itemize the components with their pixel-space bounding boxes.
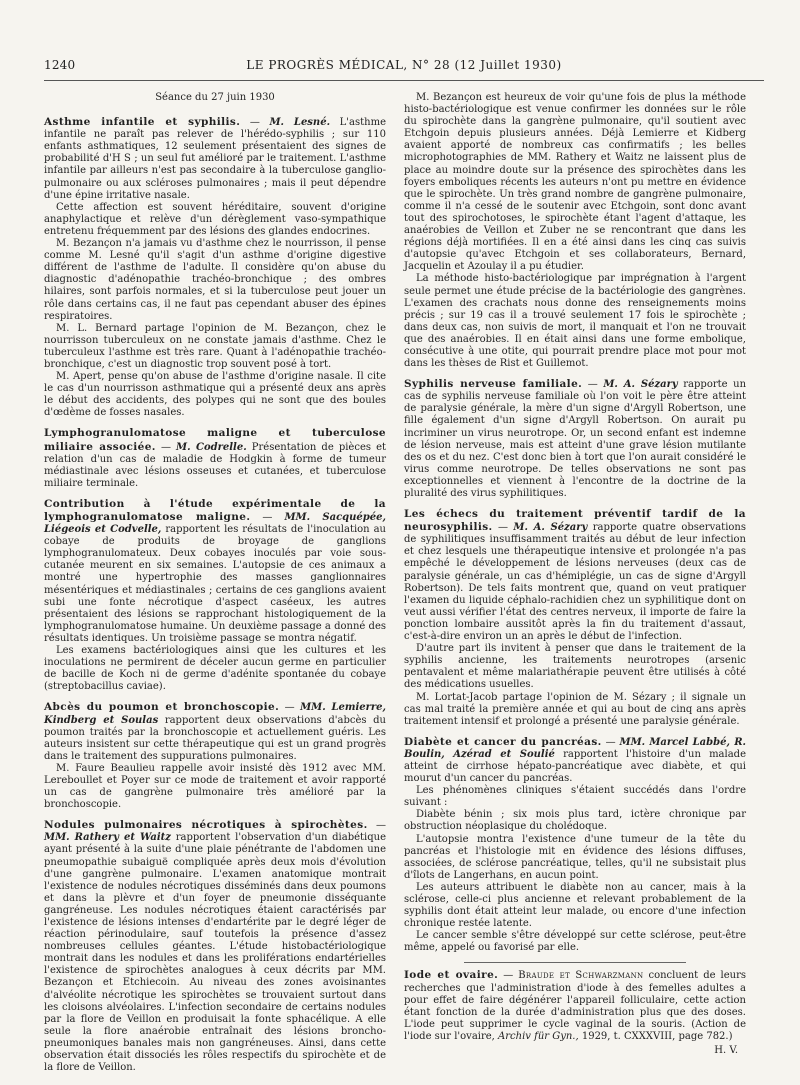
article-lead: Lymphogranulomatose maligne et tuberculose miliaire associée. — M. Codrelle. Présentation de pièces et relation d'un cas de maladie de Hodgkin à forme de tumeur médiastinale avec lésions osseuses et cutanées, et tuberculose miliaire terminale. xyxy=(44,427,387,489)
right-column xyxy=(404,92,746,1060)
article-body: rapporte quatre observations de syphilitiques insuffisamment traités au début de leur infection et chez lesquels une thérapeutique intensive et prolongée n'a pas empêché le développement de lésions nerveuses (deux cas de paralysie générale, un cas d'hémiplégie, un cas de signe d'Argyll Robertson). De tels faits montrent que, quand on veut pratiquer l'examen du liquide céphalo-rachidien chez un syphilitique dont on veut aussi vérifier l'état des centres nerveux, il importe de faire la ponction lombaire aussitôt après la fin du traitement d'assaut, c'est-à-dire environ un an après le début de l'infection. xyxy=(404,522,746,643)
review-source: Archiv für Gyn., xyxy=(498,1030,579,1042)
article xyxy=(404,508,746,728)
article-paragraph: M. L. Bernard partage l'opinion de M. Bezançon, chez le nourrisson tuberculeux on ne constate jamais d'asthme. Chez le tuberculeux l'asthme est très rare. Quant à l'adénopathie trachéo-bronchique, c'est un diagnostic trop souvent posé à tort. xyxy=(44,322,386,370)
article-body: rapportent les résultats de l'inoculation au cobaye de produits de broyage de ganglions lymphogranulomateux. Deux cobayes inoculés par voie sous-cutanée meurent en six semaines. L'autopsie de ces animaux a montré une hypertrophie des masses ganglionnaires mésentériques et médiastinales ; certains de ces ganglions avaient subi une fonte nécrotique d'aspect caséeux, les autres présentaient des lésions se rapprochant histologiquement de la lymphogranulomatose humaine. Un deuxième passage a donné des résultats identiques. Un troisième passage se montra négatif. xyxy=(44,524,386,644)
article-lead: Diabète et cancer du pancréas. — MM. Marcel Labbé, R. Boulin, Azérad et Soulié rapportent l'histoire d'un malade atteint de cirrhose hépato-pancréatique avec diabète, et qui mourut d'un cancer du pancréas. xyxy=(404,735,746,785)
article-title: Abcès du poumon et bronchoscopie. xyxy=(44,701,280,714)
article xyxy=(404,92,746,370)
article-author: MM. Marcel Labbé, R. Boulin, Azérad et Soulié xyxy=(404,736,746,760)
article-paragraph: Cette affection est souvent héréditaire, souvent d'origine anaphylactique et relève d'un dérèglement vaso-sympathique entretenu fréquemment par des lésions des glandes endocrines. xyxy=(44,201,386,237)
review-title: Iode et ovaire. xyxy=(404,969,499,982)
page-number: 1240 xyxy=(44,58,76,72)
article-lead: Abcès du poumon et bronchoscopie. — MM. Lemierre, Kindberg et Soulas rapportent deux observations d'abcès du poumon traités par la bronchoscopie et actuellement guéris. Les auteurs insistent sur cette thérapeutique qui est un grand progrès dans le traitement des suppurations pulmonaires. xyxy=(44,701,386,762)
article-author: M. A. Sézary xyxy=(513,522,588,534)
running-title: LE PROGRÈS MÉDICAL, N° 28 (12 Juillet 1930) xyxy=(246,58,562,72)
article-paragraph: M. Bezançon est heureux de voir qu'une fois de plus la méthode histo-bactériologique est venue confirmer les données sur le rôle du spirochète dans la gangrène pulmonaire, qu'il soutient avec Etchgoin depuis plusieurs années. Déjà Lemierre et Kidberg avaient apporté de nombreux cas confirmatifs ; les belles microphotographies de MM. Rathery et Waitz ne laissent plus de place au moindre doute sur la présence des spirochètes dans les foyers emboliques récents les auteurs n'ont pu mettre en évidence que le spirochète. Un très grand nombre de gangrène pulmonaire, comme il n'a cessé de le soutenir avec Etchgoin, sont donc avant tout des spirochotoses, le spirochète étant l'agent d'attaque, les anaérobies de Veillon et Zuber ne se rencontrant que dans les régions déjà mortifiées. Il en a été ainsi dans les cinq cas suivis d'autopsie qu'avec Etchgoin et ses collaborateurs, Bernard, Jacquelin et Azoulay il a pu étudier. xyxy=(404,92,746,273)
article-paragraph: Les examens bactériologiques ainsi que les cultures et les inoculations ne permirent de déceler aucun germe en particulier de bacille de Koch ni de germe d'adénite spontanée du cobaye (streptobacillus caviae). xyxy=(44,645,386,693)
article-paragraph: Les auteurs attribuent le diabète non au cancer, mais à la sclérose, celle-ci plus ancienne et relevant probablement de la syphilis dont était atteint leur malade, ou encore d'une infection chronique restée latente. xyxy=(404,881,746,930)
header-rule xyxy=(44,80,764,81)
article-author: MM. Lemierre, Kindberg et Soulas xyxy=(44,702,386,726)
article-paragraph: Les phénomènes cliniques s'étaient succédés dans l'ordre suivant : xyxy=(404,785,746,809)
article-paragraph: M. Lortat-Jacob partage l'opinion de M. Sézary ; il signale un cas mal traité la première année et qui au bout de cinq ans après traitement intensif et prolongé a présenté une paralysie générale. xyxy=(404,691,746,727)
article-title: Syphilis nerveuse familiale. xyxy=(404,378,583,391)
article xyxy=(44,701,386,811)
article-body: rapportent deux observations d'abcès du poumon traités par la bronchoscopie et actuellement guéris. Les auteurs insistent sur cette thérapeutique qui est un grand progrès dans le traitement des suppurations pulmonaires. xyxy=(44,714,386,762)
article-author: M. Codrelle. xyxy=(176,441,247,453)
review-body: concluent de leurs recherches que l'administration d'iode à des femelles adultes a pour effet de faire dégénérer l'appareil folliculaire, cette action étant fonction de la durée d'administration plus que des doses. L'iode peut supprimer le cycle vaginal de la souris. (Action de l'iode sur l'ovaire, xyxy=(404,970,746,1042)
article-title: Contribution à l'étude expérimentale de la lymphogranulomatose maligne. xyxy=(44,497,386,523)
article-author: MM. Sacquépée, Liégeois et Codvelle, xyxy=(44,512,386,536)
article-author: M. A. Sézary xyxy=(603,379,678,391)
article xyxy=(44,498,386,694)
article-paragraph: D'autre part ils invitent à penser que dans le traitement de la syphilis ancienne, les traitements neurotropes (arsenic pentavalent et même malariathérapie peuvent être utilisés à côté des médications usuelles. xyxy=(404,643,746,691)
review-article xyxy=(404,969,746,1057)
article-paragraph: L'autopsie montra l'existence d'une tumeur de la tête du pancréas et l'histologie mit en évidence des lésions diffuses, associées, de sclérose pancréatique, telles, qu'il ne subsistait plus d'îlots de Langerhans, en aucun point. xyxy=(404,833,746,881)
review-paragraph: Iode et ovaire. — Braude et Schwarzmann concluent de leurs recherches que l'administration d'iode à des femelles adultes a pour effet de faire dégénérer l'appareil folliculaire, cette action étant fonction de la durée d'administration plus que des doses. L'iode peut supprimer le cycle vaginal de la souris. (Action de l'iode sur l'ovaire, Archiv für Gyn., 1929, t. CXXXVIII, page 782.) xyxy=(404,969,746,1042)
review-source-tail: 1929, t. CXXXVIII, page 782.) xyxy=(581,1030,733,1042)
article-body: L'asthme infantile ne paraît pas relever de l'hérédo-syphilis ; sur 110 enfants asthmatiques, 12 seulement présentaient des signes de probabilité d'H S ; un seul fut amélioré par le traitement. L'asthme infantile par ailleurs n'est pas secondaire à la tuberculose ganglio-pulmonaire ou aux scléroses pulmonaires ; mais il peut dépendre d'une épine irritative nasale. xyxy=(44,117,386,201)
article xyxy=(44,819,386,1074)
article-lead: Les échecs du traitement préventif tardif de la neurosyphilis. — M. A. Sézary rapporte quatre observations de syphilitiques insuffisamment traités au début de leur infection et chez lesquels une thérapeutique intensive et prolongée n'a pas empêché le développement de lésions nerveuses (deux cas de paralysie générale, un cas d'hémiplégie, un cas de signe d'Argyll Robertson). De tels faits montrent que, quand on veut pratiquer l'examen du liquide céphalo-rachidien chez un syphilitique dont on veut aussi vérifier l'état des centres nerveux, il importe de faire la ponction lombaire aussitôt après la fin du traitement d'assaut, c'est-à-dire environ un an après le début de l'infection. xyxy=(404,508,746,643)
article-paragraph: La méthode histo-bactériologique par imprégnation à l'argent seule permet une étude précise de la bactériologie des gangrènes. L'examen des crachats nous donne des renseignements moins précis ; sur 19 cas il a trouvé seulement 17 fois le spirochète ; dans deux cas, non suivis de mort, il manquait et l'on ne trouvait que des anaérobies. Il en était ainsi dans une forme embolique, consécutive à une otite, qui pourrait prendre place mot pour mot dans les thèses de Rist et Guillemot. xyxy=(404,273,746,370)
article-lead: Contribution à l'étude expérimentale de la lymphogranulomatose maligne. — MM. Sacquépée, Liégeois et Codvelle, rapportent les résultats de l'inoculation au cobaye de produits de broyage de ganglions lymphogranulomateux. Deux cobayes inoculés par voie sous-cutanée meurent en six semaines. L'autopsie de ces animaux a montré une hypertrophie des masses ganglionnaires mésentériques et médiastinales ; certains de ces ganglions avaient subi une fonte nécrotique d'aspect caséeux, les autres présentaient des lésions se rapprochant histologiquement de la lymphogranulomatose humaine. Un deuxième passage a donné des résultats identiques. Un troisième passage se montra négatif. xyxy=(44,497,386,644)
left-articles xyxy=(44,116,386,1074)
article-body: rapporte un cas de syphilis nerveuse familiale où l'on voit le père être atteint de paralysie générale, la mère d'un signe d'Argyll Robertson, une fille également d'un signe d'Argyll Robertson. On aurait pu incriminer un virus neurotrope. Or, un second enfant est indemne de lésion nerveuse, mais est atteint d'une grave lésion mutilante des os et du nez. C'est donc bien à tort que l'on aurait considéré le virus comme neurotrope. De telles observations ne sont pas exceptionnelles et viennent à l'encontre de la doctrine de la pluralité des virus syphilitiques. xyxy=(404,379,747,499)
article-paragraph: M. Faure Beaulieu rappelle avoir insisté dès 1912 avec MM. Lereboullet et Poyer sur ce mode de traitement et avoir rapporté un cas de gangrène pulmonaire très amélioré par la bronchoscopie. xyxy=(44,762,386,811)
article-author: M. Lesné. xyxy=(269,117,331,129)
article-paragraph: Le cancer semble s'être développé sur cette sclérose, peut-être même, appelé ou favorisé par elle. xyxy=(404,930,746,954)
right-articles xyxy=(404,92,746,954)
article-paragraph: M. Apert, pense qu'on abuse de l'asthme d'origine nasale. Il cite le cas d'un nourrisson asthmatique qui a présenté deux ans après le début des accidents, des polypes qui ne sont que des boules d'œdème de fosses nasales. xyxy=(44,371,386,419)
article-author: MM. Rathery et Waitz xyxy=(44,832,171,844)
review-signature: H. V. xyxy=(714,1045,738,1057)
article-paragraph: M. Bezançon n'a jamais vu d'asthme chez le nourrisson, il pense comme M. Lesné qu'il s'agit d'un asthme d'origine digestive différent de l'asthme de l'adulte. Il considère qu'on abuse du diagnostic d'adénopathie trachéo-bronchique ; des ombres hilaires, sont parfois normales, et si la tuberculose peut jouer un rôle dans certains cas, il ne faut pas cependant abuser des épines respiratoires. xyxy=(44,238,386,322)
article xyxy=(404,736,746,955)
left-column xyxy=(44,92,387,1074)
article-title: Diabète et cancer du pancréas. xyxy=(404,735,602,748)
article-title: Lymphogranulomatose maligne et tuberculose miliaire associée. xyxy=(44,427,386,453)
article-lead: Syphilis nerveuse familiale. — M. A. Sézary rapporte un cas de syphilis nerveuse familiale où l'on voit le père être atteint de paralysie générale, la mère d'un signe d'Argyll Robertson, une fille également d'un signe d'Argyll Robertson. On aurait pu incriminer un virus neurotrope. Or, un second enfant est indemne de lésion nerveuse, mais est atteint d'une grave lésion mutilante des os et du nez. C'est donc bien à tort que l'on aurait considéré le virus comme neurotrope. De telles observations ne sont pas exceptionnelles et viennent à l'encontre de la doctrine de la pluralité des virus syphilitiques. xyxy=(404,378,747,499)
review-separator xyxy=(464,962,686,963)
article-body: Présentation de pièces et relation d'un cas de maladie de Hodgkin à forme de tumeur médiastinale avec lésions osseuses et cutanées, et tuberculose miliaire terminale. xyxy=(44,441,387,489)
article-title: Asthme infantile et syphilis. xyxy=(44,116,241,129)
review-authors: Braude et Schwarzmann xyxy=(518,970,644,982)
seance-date: Séance du 27 juin 1930 xyxy=(155,92,275,103)
article-paragraph: Diabète bénin ; six mois plus tard, ictère chronique par obstruction néoplasique du cholédoque. xyxy=(404,809,746,833)
article-body: rapportent l'histoire d'un malade atteint de cirrhose hépato-pancréatique avec diabète, et qui mourut d'un cancer du pancréas. xyxy=(404,748,746,785)
article xyxy=(44,427,386,489)
article-lead: Nodules pulmonaires nécrotiques à spirochètes. — MM. Rathery et Waitz rapportent l'observation d'un diabétique ayant présenté à la suite d'une plaie pénétrante de l'abdomen une pneumopathie subaiguë compliquée après deux mois d'évolution d'une gangrène pulmonaire. L'examen anatomique montrait l'existence de nodules nécrotiques disséminés dans deux poumons et dans la plèvre et d'un foyer de pneumonie disséquante gangréneuse. Les nodules nécrotiques étaient caractérisés par l'existence de lésions intenses d'endartérite par le degré léger de réaction périnodulaire, sauf toutefois la présence d'assez nombreuses cellules géantes. L'étude histobactériologique montrait dans les nodules et dans les proliférations endartérielles l'existence de spirochètes analogues à ceux décrits par MM. Bezançon et Etchiecoin. Au niveau des zones avoisinantes d'alvéolite nécrotique les spirochètes se trouvaient surtout dans les cloisons alvéolaires. L'infection secondaire de certains nodules par la flore de Veillon en produisait la fonte sphacélique. A elle seule la flore anaérobie entraînait des lésions broncho-pneumoniques banales mais non gangréneuses. Ainsi, dans cette observation était dissociés les rôles respectifs du spirochète et de la flore de Veillon. xyxy=(44,819,386,1074)
article xyxy=(44,116,386,419)
article-title: Nodules pulmonaires nécrotiques à spirochètes. xyxy=(44,819,368,832)
article-title: Les échecs du traitement préventif tardif de la neurosyphilis. xyxy=(404,508,746,534)
article-body: rapportent l'observation d'un diabétique ayant présenté à la suite d'une plaie pénétrante de l'abdomen une pneumopathie subaiguë compliquée après deux mois d'évolution d'une gangrène pulmonaire. L'examen anatomique montrait l'existence de nodules nécrotiques disséminés dans deux poumons et dans la plèvre et d'un foyer de pneumonie disséquante gangréneuse. Les nodules nécrotiques étaient caractérisés par l'existence de lésions intenses d'endartérite par le degré léger de réaction périnodulaire, sauf toutefois la présence d'assez nombreuses cellules géantes. L'étude histobactériologique montrait dans les nodules et dans les proliférations endartérielles l'existence de spirochètes analogues à ceux décrits par MM. Bezançon et Etchiecoin. Au niveau des zones avoisinantes d'alvéolite nécrotique les spirochètes se trouvaient surtout dans les cloisons alvéolaires. L'infection secondaire de certains nodules par la flore de Veillon en produisait la fonte sphacélique. A elle seule la flore anaérobie entraînait des lésions broncho-pneumoniques banales mais non gangréneuses. Ainsi, dans cette observation était dissociés les rôles respectifs du spirochète et de la flore de Veillon. xyxy=(44,832,386,1074)
article-lead: Asthme infantile et syphilis. — M. Lesné. L'asthme infantile ne paraît pas relever de l'hérédo-syphilis ; sur 110 enfants asthmatiques, 12 seulement présentaient des signes de probabilité d'H S ; un seul fut amélioré par le traitement. L'asthme infantile par ailleurs n'est pas secondaire à la tuberculose ganglio-pulmonaire ou aux scléroses pulmonaires ; mais il peut dépendre d'une épine irritative nasale. xyxy=(44,116,386,201)
running-header xyxy=(44,58,764,76)
article xyxy=(404,378,746,500)
